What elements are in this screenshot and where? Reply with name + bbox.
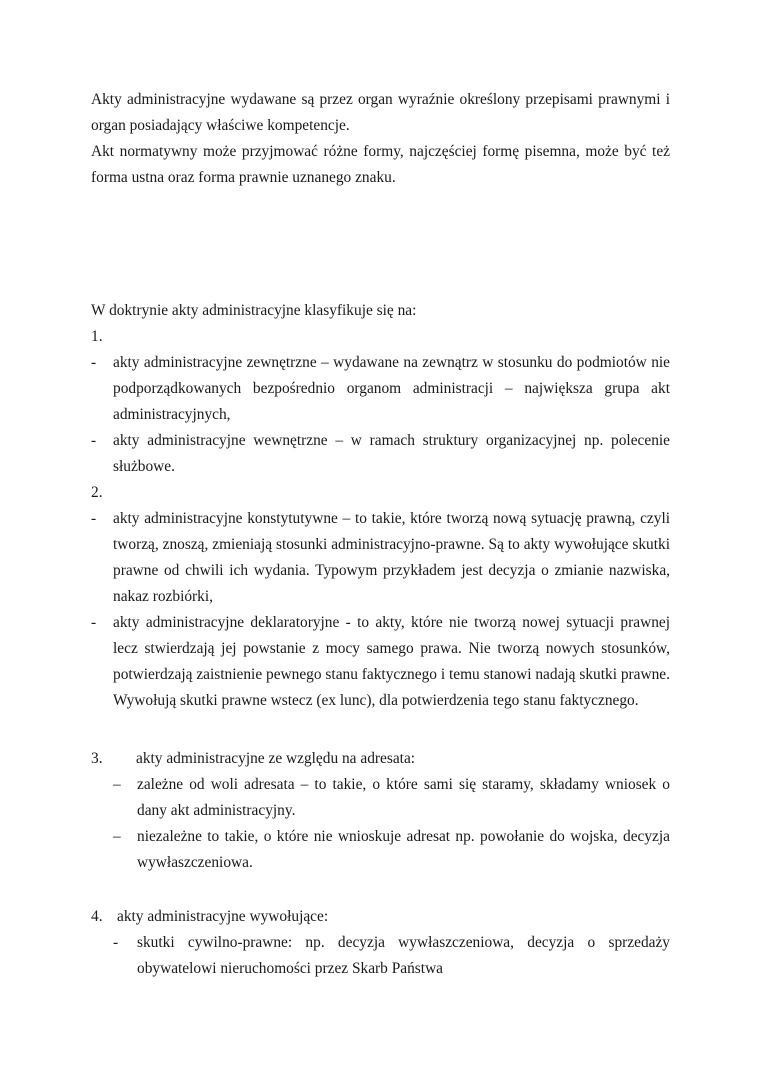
item-line: Wywołują skutki prawne wstecz (ex lunc), dla potwierdzenia tego stanu faktycznego. xyxy=(113,692,639,709)
item-line: nakaz rozbiórki, xyxy=(113,588,213,605)
item-line: dany akt administracyjny. xyxy=(137,802,296,819)
group-title: akty administracyjne ze względu na adresata: xyxy=(136,750,416,767)
item-line: akty administracyjne zewnętrzne – wydawane na zewnątrz w stosunku do podmiotów nie xyxy=(113,354,670,371)
list-item xyxy=(91,824,670,876)
item-line: akty administracyjne wewnętrzne – w ramach struktury organizacyjnej np. polecenie xyxy=(113,432,670,449)
item-line: akty administracyjne konstytutywne – to takie, które tworzą nową sytuację prawną, czyli xyxy=(113,510,670,527)
list-item xyxy=(91,506,670,610)
intro-paragraph xyxy=(91,87,670,191)
group-4 xyxy=(91,904,670,982)
item-line: lecz stwierdzają jej powstanie z mocy samego prawa. Nie tworzą nowych stosunków, xyxy=(113,640,670,657)
group-number: 3. xyxy=(91,750,103,767)
dash-marker: – xyxy=(113,828,121,845)
item-line: akty administracyjne deklaratoryjne - to akty, które nie tworzą nowej sytuacji prawnej xyxy=(113,614,670,631)
group-number: 2. xyxy=(91,484,103,501)
item-line: tworzą, znoszą, zmieniają stosunki administracyjno-prawne. Są to akty wywołujące skutki xyxy=(113,536,670,553)
group-3-title-row xyxy=(91,746,670,772)
intro-line: Akt normatywny może przyjmować różne formy, najczęściej formę pisemna, może być też xyxy=(91,143,670,160)
list-item xyxy=(91,930,670,982)
list-item xyxy=(91,428,670,480)
item-line: wywłaszczeniowa. xyxy=(137,854,253,871)
intro-line: organ posiadający właściwe kompetencje. xyxy=(91,117,350,134)
list-item xyxy=(91,772,670,824)
dash-marker: - xyxy=(113,934,119,951)
item-line: zależne od woli adresata – to takie, o które sami się staramy, składamy wniosek o xyxy=(137,776,670,793)
item-line: potwierdzają zaistnienie pewnego stanu faktycznego i temu stanowi nadają skutki prawne. xyxy=(113,666,670,683)
dash-marker: - xyxy=(91,510,97,527)
group-number: 1. xyxy=(91,328,103,345)
dash-marker: - xyxy=(91,354,97,371)
group-3 xyxy=(91,746,670,876)
item-line: niezależne to takie, o które nie wnioskuje adresat np. powołanie do wojska, decyzja xyxy=(137,828,670,845)
classification-heading: W doktrynie akty administracyjne klasyfikuje się na: xyxy=(91,302,417,319)
intro-line: Akty administracyjne wydawane są przez organ wyraźnie określony przepisami prawnymi i xyxy=(91,91,670,108)
group-number: 4. xyxy=(91,908,103,925)
dash-marker: – xyxy=(113,776,121,793)
item-line: obywatelowi nieruchomości przez Skarb Państwa xyxy=(137,960,444,977)
list-item xyxy=(91,350,670,428)
item-line: prawne od chwili ich wydania. Typowym przykładem jest decyzja o zmianie nazwiska, xyxy=(113,562,670,579)
group-4-title-row xyxy=(91,904,670,930)
intro-line: forma ustna oraz forma prawnie uznanego znaku. xyxy=(91,169,396,186)
list-item xyxy=(91,610,670,714)
group-title: akty administracyjne wywołujące: xyxy=(117,908,329,925)
item-line: skutki cywilno-prawne: np. decyzja wywłaszczeniowa, decyzja o sprzedaży xyxy=(137,934,670,951)
item-line: służbowe. xyxy=(113,458,175,475)
dash-marker: - xyxy=(91,432,97,449)
item-line: administracyjnych, xyxy=(113,406,231,423)
classification-section xyxy=(91,298,670,714)
item-line: podporządkowanych bezpośrednio organom administracji – największa grupa akt xyxy=(113,380,670,397)
dash-marker: - xyxy=(91,614,97,631)
